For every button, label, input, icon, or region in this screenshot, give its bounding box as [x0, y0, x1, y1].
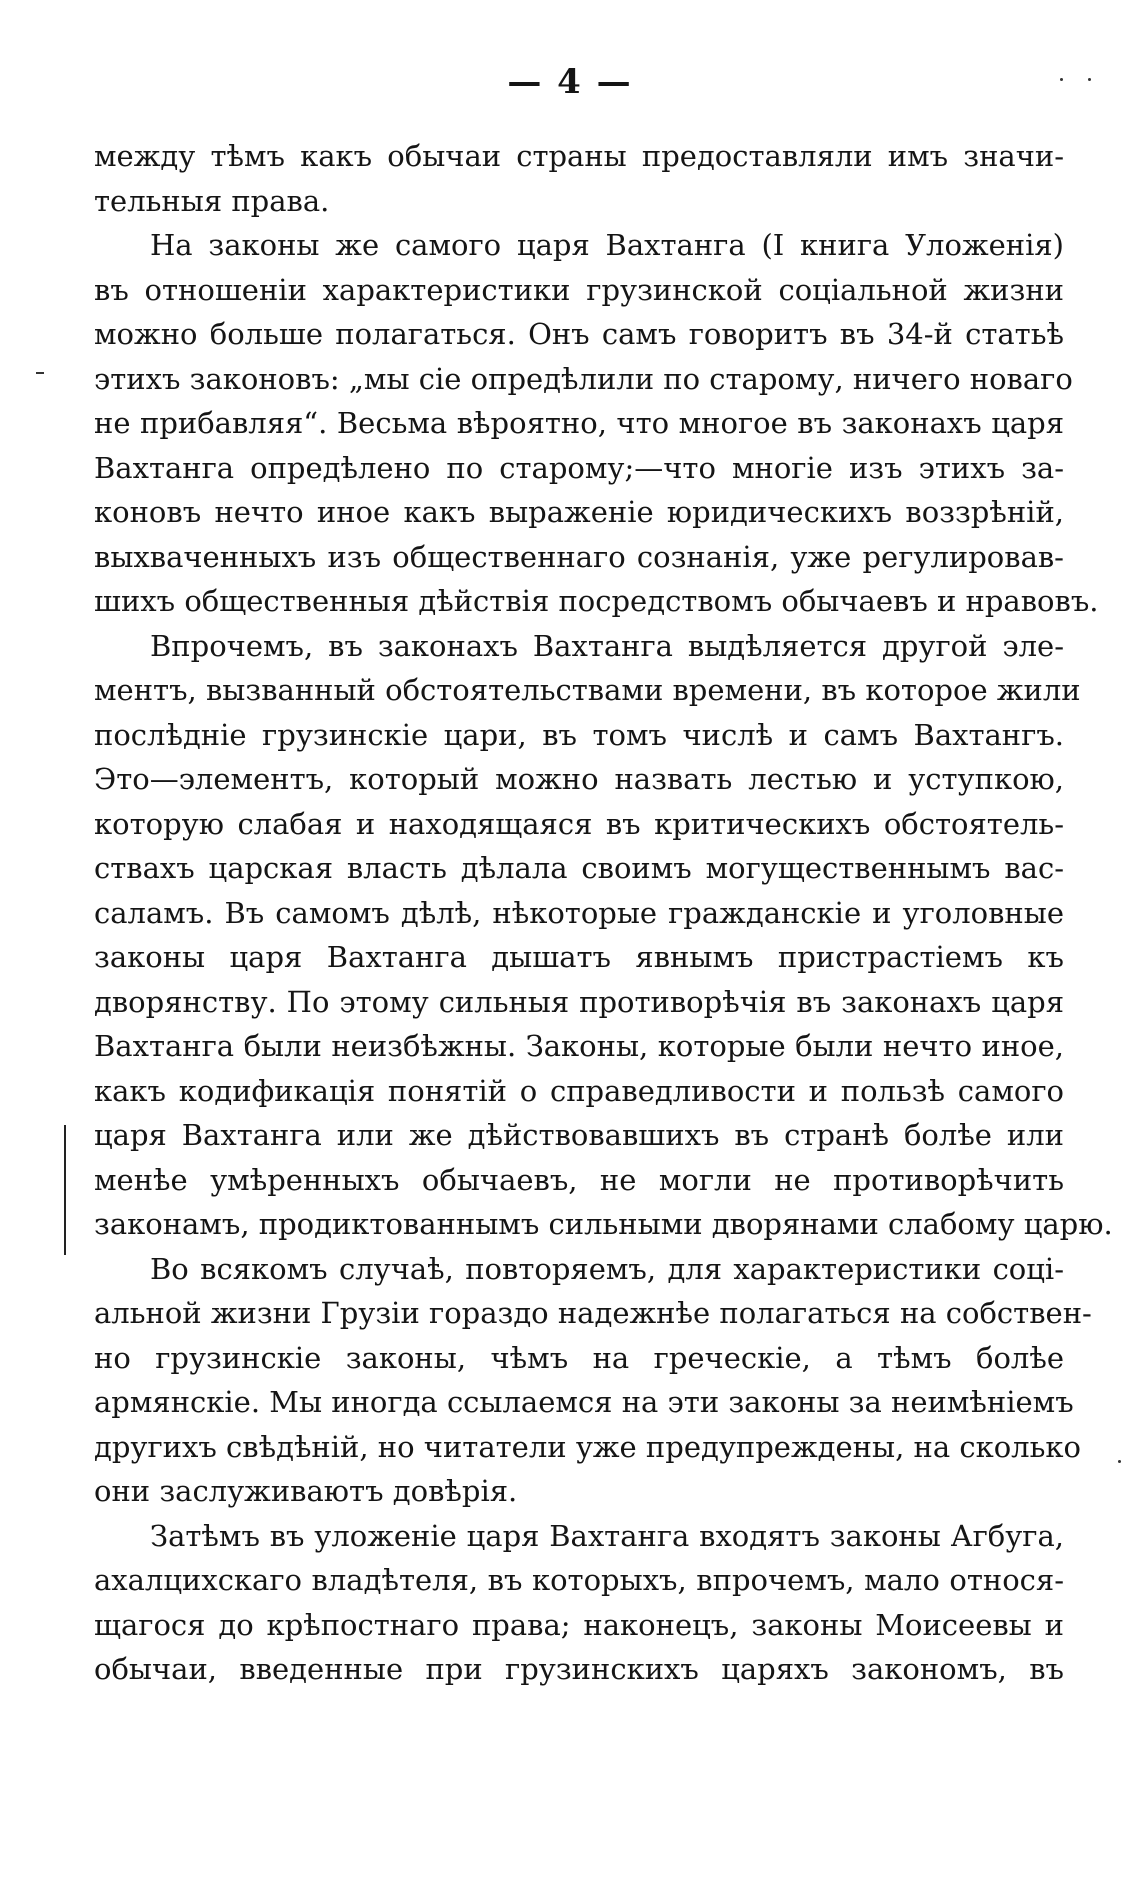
- text-line: послѣдніе грузинскіе цари, въ томъ числѣ и самъ Вахтангъ.: [94, 717, 1064, 752]
- text-line: ахалцихскаго владѣтеля, въ которыхъ, впрочемъ, мало относя-: [94, 1563, 1064, 1597]
- text-line: можно больше полагаться. Онъ самъ говоритъ въ 34-й статьѣ: [94, 317, 1064, 351]
- text-line: не прибавляя“. Весьма вѣроятно, что многое въ законахъ царя: [94, 406, 1064, 440]
- text-line: ствахъ царская власть дѣлала своимъ могущественнымъ вас-: [94, 851, 1064, 885]
- text-line: менѣе умѣренныхъ обычаевъ, не могли не противорѣчить: [94, 1162, 1064, 1197]
- text-line: выхваченныхъ изъ общественнаго сознанія, уже регулировав-: [94, 539, 1064, 574]
- text-line: Во всякомъ случаѣ, повторяемъ, для характеристики соці-: [150, 1251, 1064, 1286]
- scan-speck: [1118, 1460, 1121, 1463]
- scan-speck: [1060, 78, 1063, 81]
- text-line: Затѣмъ въ уложеніе царя Вахтанга входятъ законы Агбуга,: [150, 1518, 1064, 1553]
- text-line: тельныя права.: [94, 183, 330, 218]
- text-line: альной жизни Грузіи гораздо надежнѣе полагаться на собствен-: [94, 1296, 1092, 1330]
- text-line: они заслуживаютъ довѣрія.: [94, 1474, 518, 1508]
- text-line: между тѣмъ какъ обычаи страны предоставляли имъ значи-: [94, 139, 1064, 173]
- text-line: ментъ, вызванный обстоятельствами времени, въ которое жили: [94, 673, 1081, 707]
- page-number: — 4 —: [507, 62, 633, 102]
- text-line: какъ кодификація понятій о справедливости и пользѣ самого: [94, 1073, 1064, 1108]
- text-line: Вахтанга опредѣлено по старому;—что многіе изъ этихъ за-: [94, 450, 1064, 485]
- text-line: армянскіе. Мы иногда ссылаемся на эти законы за неимѣніемъ: [94, 1385, 1074, 1419]
- text-line: законамъ, продиктованнымъ сильными дворянами слабому царю.: [94, 1207, 1113, 1241]
- text-line: саламъ. Въ самомъ дѣлѣ, нѣкоторые гражданскіе и уголовные: [94, 895, 1064, 930]
- text-line: Впрочемъ, въ законахъ Вахтанга выдѣляется другой эле-: [150, 628, 1064, 663]
- text-line: другихъ свѣдѣній, но читатели уже предупреждены, на сколько: [94, 1429, 1081, 1464]
- scan-speck: [36, 372, 44, 374]
- scan-speck: [1088, 78, 1091, 81]
- text-line: этихъ законовъ: „мы сіе опредѣлили по старому, ничего новаго: [94, 361, 1073, 396]
- text-line: царя Вахтанга или же дѣйствовавшихъ въ странѣ болѣе или: [94, 1118, 1064, 1152]
- body-text: [94, 134, 1113, 1692]
- text-line: Это—элементъ, который можно назвать лестью и уступкою,: [94, 762, 1064, 796]
- text-line: На законы же самого царя Вахтанга (I книга Уложенія): [150, 228, 1064, 262]
- text-line: коновъ нечто иное какъ выраженіе юридическихъ воззрѣній,: [94, 495, 1064, 529]
- text-line: въ отношеніи характеристики грузинской соціальной жизни: [94, 272, 1064, 307]
- text-line: дворянству. По этому сильныя противорѣчія въ законахъ царя: [94, 984, 1064, 1019]
- text-line: которую слабая и находящаяся въ критическихъ обстоятель-: [94, 806, 1064, 841]
- text-line: но грузинскіе законы, чѣмъ на греческіе, а тѣмъ болѣе: [94, 1340, 1064, 1375]
- text-line: законы царя Вахтанга дышатъ явнымъ пристрастіемъ къ: [94, 940, 1064, 974]
- text-line: Вахтанга были неизбѣжны. Законы, которые были нечто иное,: [94, 1029, 1064, 1063]
- text-line: шихъ общественныя дѣйствія посредствомъ обычаевъ и нравовъ.: [94, 584, 1099, 618]
- text-line: щагося до крѣпостнаго права; наконецъ, законы Моисеевы и: [94, 1607, 1064, 1642]
- margin-mark: [64, 1125, 66, 1255]
- text-line: обычаи, введенные при грузинскихъ царяхъ закономъ, въ: [94, 1652, 1064, 1686]
